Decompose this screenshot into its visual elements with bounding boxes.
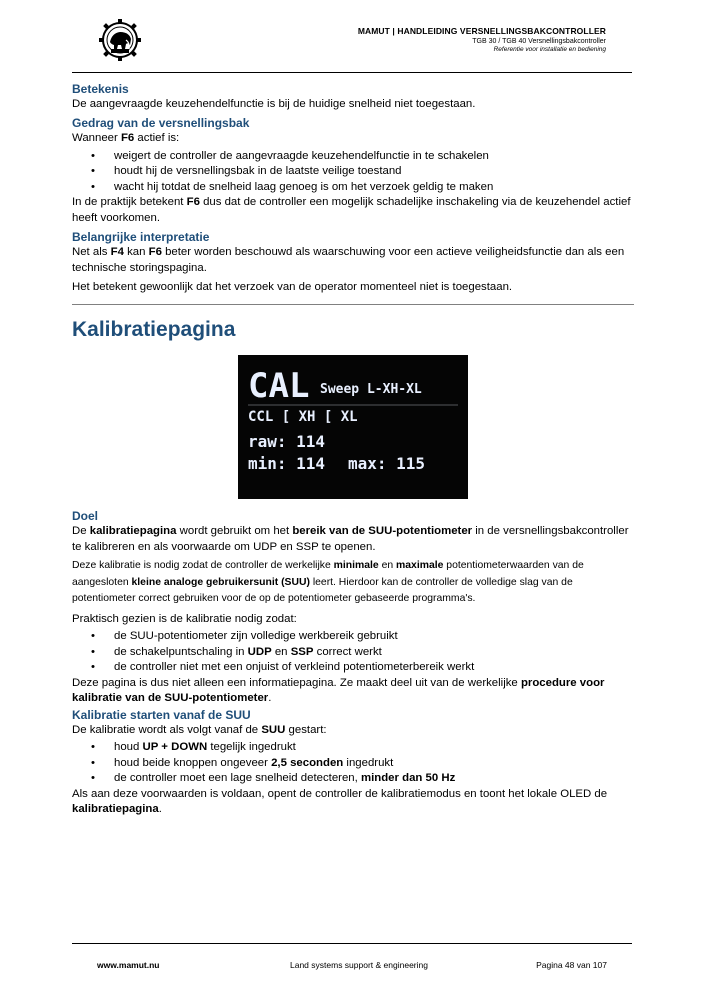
page-content [72,81,634,817]
paragraph-starten: De kalibratie wordt als volgt vanaf de SUU gestart: [72,723,327,736]
footer-rule [72,943,632,944]
starten-list [72,740,634,787]
list-item: • houd UP + DOWN tegelijk ingedrukt [72,740,634,756]
paragraph-deze-pagina: Deze pagina is dus niet alleen een informatiepagina. Ze maakt deel uit van de werkelijke procedure voor kalibratie van de SUU-potentiometer. [72,676,605,705]
heading-interpretatie: Belangrijke interpretatie [72,230,210,245]
page-header [358,26,606,53]
footer-page-number: Pagina 48 van 107 [536,960,607,970]
mamut-logo-icon [96,18,144,62]
list-item: • wacht hij totdat de snelheid laag genoeg is om het verzoek geldig te maken [72,180,634,196]
paragraph-betekenis: De aangevraagde keuzehendelfunctie is bij de huidige snelheid niet toegestaan. [72,98,476,110]
oled-line3: raw: 114 [248,432,326,452]
list-item: • weigert de controller de aangevraagde keuzehendelfunctie in te schakelen [72,149,634,165]
footer-tagline: Land systems support & engineering [290,960,428,970]
list-item: • houdt hij de versnellingsbak in de laatste veilige toestand [72,164,634,180]
paragraph-gewoonlijk: Het betekent gewoonlijk dat het verzoek van de operator momenteel niet is toegestaan. [72,280,513,293]
header-title: MAMUT | HANDLEIDING VERSNELLINGSBAKCONTROLLER [357,26,606,36]
oled-line4-max: max: 115 [348,454,426,474]
heading-betekenis: Betekenis [72,82,129,96]
paragraph-interpretatie: Net als F4 kan F6 beter worden beschouwd als waarschuwing voor een actieve veiligheidsfunctie dan als een technische storingspagina. [72,246,625,274]
oled-line1-big: CAL [248,366,310,407]
heading-gedrag: Gedrag van de versnellingsbak [72,116,250,131]
header-reference: Referentie voor installatie en bediening [493,46,606,53]
footer-website-link[interactable]: www.mamut.nu [97,960,160,970]
section-divider [72,304,634,305]
oled-line4-min: min: 114 [248,454,326,474]
paragraph-praktisch: Praktisch gezien is de kalibratie nodig zodat: [72,612,297,625]
list-item: • de schakelpuntschaling in UDP en SSP correct werkt [72,645,634,661]
gedrag-list [72,149,634,196]
paragraph-als-voldaan: Als aan deze voorwaarden is voldaan, opent de controller de kalibratiemodus en toont het lokale OLED de kalibratiepagina. [72,787,608,815]
list-item: • de controller niet met een onjuist of verkleind potentiometerbereik werkt [72,660,634,676]
paragraph-praktijk: In de praktijk betekent F6 dus dat de controller een mogelijk schadelijke inschakeling via de keuzehendel actief heeft voorkomen. [72,196,631,224]
paragraph-kalibratie-uitleg: Deze kalibratie is nodig zodat de controller de werkelijke minimale en maximale potentiometerwaarden van de aangesloten kleine analoge gebruikersunit (SUU) leert. Hierdoor kan de controller de volledige slag van de potentiometer correct gebruiken voor de op de potentiometer gebaseerde programma's. [72,560,584,605]
oled-line2: CCL [ XH [ XL [248,409,358,426]
list-item: • de SUU-potentiometer zijn volledige werkbereik gebruikt [72,629,634,645]
list-item: • de controller moet een lage snelheid detecteren, minder dan 50 Hz [72,771,634,787]
mamut-logo [96,18,144,62]
praktisch-list [72,629,634,676]
section-title-kalibratiepagina: Kalibratiepagina [72,318,236,342]
list-item: • houd beide knoppen ongeveer 2,5 seconden ingedrukt [72,756,634,772]
header-rule [72,72,632,73]
heading-doel: Doel [72,509,99,524]
oled-line1-small: Sweep L-XH-XL [320,382,422,398]
heading-kalibratie-starten: Kalibratie starten vanaf de SUU [72,707,251,722]
paragraph-doel: De kalibratiepagina wordt gebruikt om het bereik van de SUU-potentiometer in de versnellingsbakcontroller te kalibreren en als voorwaarde om UDP en SSP te openen. [72,525,629,553]
paragraph-gedrag: Wanneer F6 actief is: [72,132,180,145]
header-subtitle: TGB 30 / TGB 40 Versnellingsbakcontroller [472,38,606,45]
oled-calibration-screen [238,355,468,499]
